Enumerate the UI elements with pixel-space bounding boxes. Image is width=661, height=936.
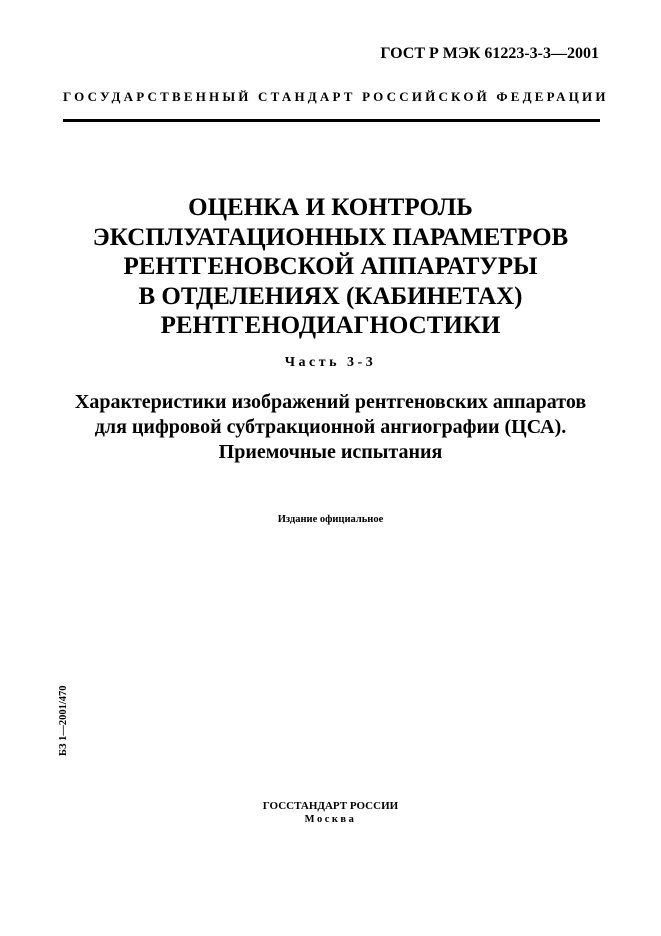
subtitle (0, 390, 661, 465)
state-standard-heading: ГОСУДАРСТВЕННЫЙ СТАНДАРТ РОССИЙСКОЙ ФЕДЕРАЦИИ (63, 89, 609, 104)
subtitle-line: Приемочные испытания (218, 441, 443, 463)
standard-number: ГОСТ Р МЭК 61223-3-3—2001 (380, 45, 599, 62)
header-rule (63, 119, 600, 122)
title-line: ОЦЕНКА И КОНТРОЛЬ (188, 194, 473, 221)
title-line: РЕНТГЕНОДИАГНОСТИКИ (160, 312, 501, 339)
subtitle-line: Характеристики изображений рентгеновских аппаратов (74, 391, 587, 413)
subtitle-line: для цифровой субтракционной ангиографии (ЦСА). (94, 416, 567, 438)
title-line: ЭКСПЛУАТАЦИОННЫХ ПАРАМЕТРОВ (92, 223, 569, 251)
title-line: РЕНТГЕНОВСКОЙ АППАРАТУРЫ (123, 253, 538, 280)
side-code: БЗ 1—2001/470 (58, 685, 69, 756)
part-label: Часть 3-3 (284, 355, 377, 370)
main-title (0, 193, 661, 341)
publisher: ГОССТАНДАРТ РОССИИ (262, 800, 399, 812)
edition-label: Издание официальное (277, 514, 384, 525)
title-line: В ОТДЕЛЕНИЯХ (КАБИНЕТАХ) (138, 282, 523, 310)
publication-city: Москва (304, 814, 357, 825)
